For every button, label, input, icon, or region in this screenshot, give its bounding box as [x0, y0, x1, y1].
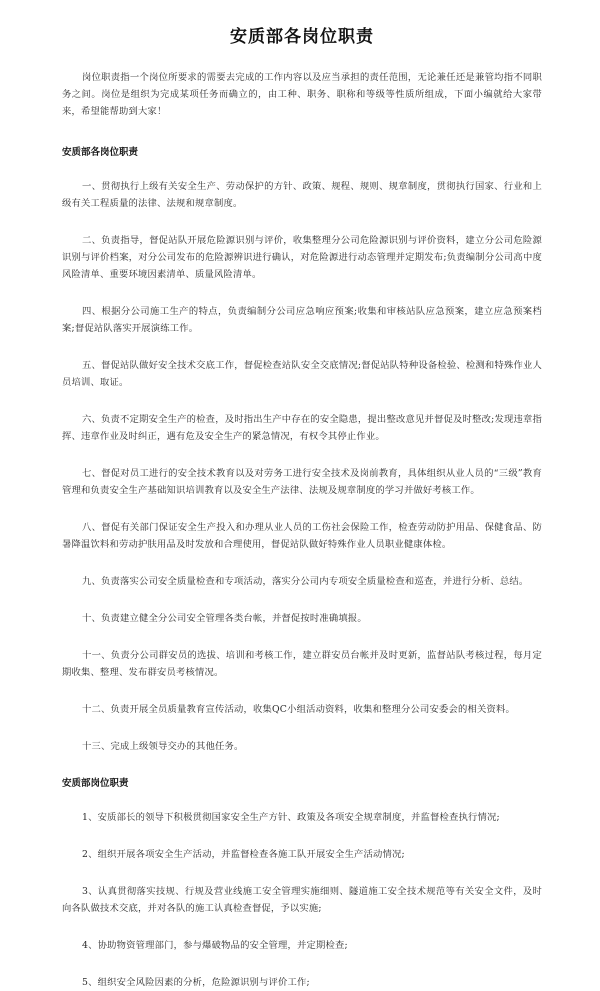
- duty-item: 四、根据分公司施工生产的特点，负责编制分公司应急响应预案;收集和审核站队应急预案，建立应急预案档案;督促站队落实开展演练工作。: [62, 306, 542, 334]
- intro-paragraph: 岗位职责指一个岗位所要求的需要去完成的工作内容以及应当承担的责任范围，无论兼任还是兼管均指不同职务之间。岗位是组织为完成某项任务而确立的，由工种、职务、职称和等级等性质所组成，下面小编就给大家带来，希望能帮助到大家！: [62, 72, 542, 117]
- duty-item: 六、负责不定期安全生产的检查，及时指出生产中存在的安全隐患，提出整改意见并督促及时整改;发现违章指挥、违章作业及时纠正，遇有危及安全生产的紧急情况，有权令其停止作业。: [62, 414, 542, 442]
- duty-item: 十二、负责开展全员质量教育宣传活动，收集QC小组活动资料，收集和整理分公司安委会的相关资料。: [82, 704, 515, 715]
- duty-item: 十、负责建立健全分公司安全管理各类台帐，并督促按时准确填报。: [82, 613, 367, 624]
- duty-item: 七、督促对员工进行的安全技术教育以及对劳务工进行安全技术及岗前教育，具体组织从业人员的“三级”教育管理和负责安全生产基础知识培训教育以及安全生产法律、法规及规章制度的学习并做好考核工作。: [62, 468, 542, 496]
- section-heading-2: 安质部岗位职责: [62, 778, 129, 789]
- page-title: 安质部各岗位职责: [230, 27, 374, 47]
- duty-item: 2、组织开展各项安全生产活动，并监督检查各施工队开展安全生产活动情况;: [82, 849, 405, 860]
- duty-item: 九、负责落实公司安全质量检查和专项活动，落实分公司内专项安全质量检查和巡查，并进行分析、总结。: [82, 576, 529, 587]
- duty-item: 五、督促站队做好安全技术交底工作，督促检查站队安全交底情况;督促站队特种设备检验、检测和特殊作业人员培训、取证。: [62, 360, 542, 388]
- duty-item: 十三、完成上级领导交办的其他任务。: [82, 741, 244, 752]
- section-heading-1: 安质部各岗位职责: [62, 147, 139, 158]
- duty-item: 一、贯彻执行上级有关安全生产、劳动保护的方针、政策、规程、规则、规章制度，贯彻执行国家、行业和上级有关工程质量的法律、法规和规章制度。: [62, 181, 542, 209]
- duty-item: 3、认真贯彻落实技规、行规及营业线施工安全管理实施细则、隧道施工安全技术规范等有关安全文件，及时向各队做技术交底，并对各队的施工认真检查督促，予以实施;: [62, 886, 542, 914]
- duty-item: 二、负责指导，督促站队开展危险源识别与评价，收集整理分公司危险源识别与评价资料，建立分公司危险源识别与评价档案，对分公司发布的危险源辨识进行确认，对危险源进行动态管理并定期发布;负责编制分公司高中度风险清单、重要环境因素清单、质量风险清单。: [62, 235, 542, 280]
- duty-item: 八、督促有关部门保证安全生产投入和办理从业人员的工伤社会保险工作，检查劳动防护用品、保健食品、防暑降温饮料和劳动护肤用品及时发放和合理使用，督促站队做好特殊作业人员职业健康体检。: [62, 522, 542, 550]
- duty-item: 4、协助物资管理部门，参与爆破物品的安全管理，并定期检查;: [82, 940, 348, 951]
- duty-item: 5、组织安全风险因素的分析，危险源识别与评价工作;: [82, 977, 310, 988]
- duty-item: 1、安质部长的领导下积极贯彻国家安全生产方针、政策及各项安全规章制度，并监督检查执行情况;: [82, 812, 500, 823]
- duty-item: 十一、负责分公司群安员的选拔、培训和考核工作，建立群安员台帐并及时更新，监督站队考核过程，每月定期收集、整理、发布群安员考核情况。: [62, 650, 542, 678]
